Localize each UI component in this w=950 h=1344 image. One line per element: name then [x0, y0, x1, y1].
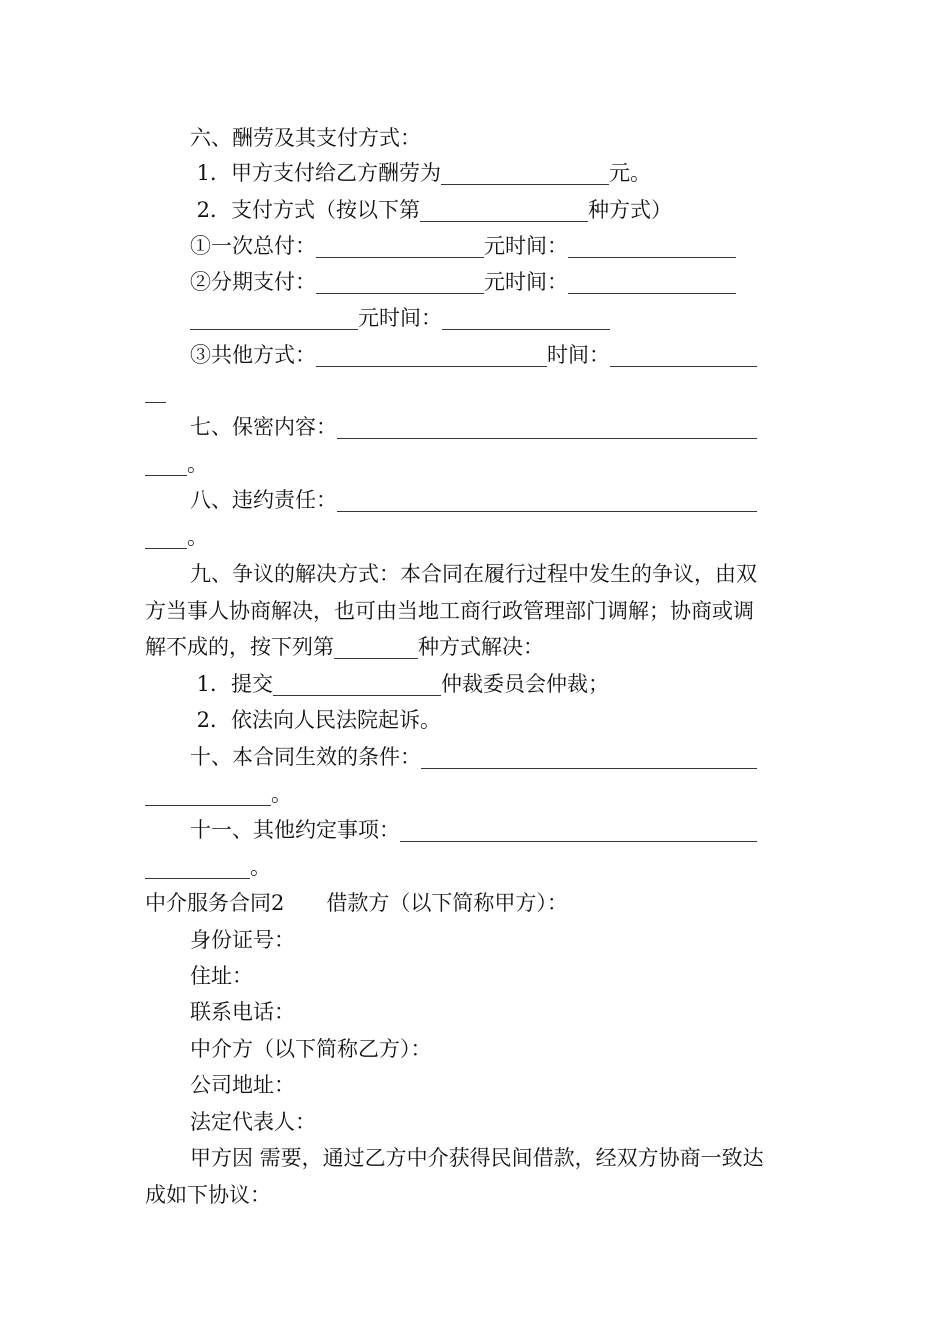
other-method-line: ③共他方式：______________________时间：______________	[190, 343, 757, 367]
lawsuit-line: 2．依法向人民法院起诉。	[190, 708, 442, 732]
installment-line: ②分期支付：________________元时间：________________	[190, 270, 736, 294]
section-9-line-2: 方当事人协商解决，也可由当地工商行政管理部门调解；协商或调	[145, 599, 754, 623]
address-label: 住址：	[190, 964, 253, 988]
contract-2-title-line: 中介服务合同2 借款方（以下简称甲方）：	[145, 891, 568, 915]
arbitration-line: 1．提交________________仲裁委员会仲裁；	[190, 672, 610, 696]
agreement-intro-line-1: 甲方因 需要，通过乙方中介获得民间借款，经双方协商一致达	[190, 1146, 764, 1170]
section-7-line: 七、保密内容：________________________________________	[190, 415, 757, 439]
section-9-line-3: 解不成的，按下列第________种方式解决：	[145, 635, 544, 659]
section-8-line-cont: ____。	[145, 525, 208, 549]
agreement-intro-line-2: 成如下协议：	[145, 1183, 271, 1207]
section-10-line-cont: ____________。	[145, 782, 292, 806]
intermediary-label: 中介方（以下简称乙方）：	[190, 1037, 432, 1061]
section-11-line: 十一、其他约定事项：__________________________________	[190, 818, 757, 842]
id-number-label: 身份证号：	[190, 928, 295, 952]
other-method-line-cont: __	[145, 379, 166, 403]
installment-line-2: ________________元时间：________________	[190, 306, 610, 330]
section-6-heading: 六、酬劳及其支付方式：	[190, 126, 421, 150]
payment-method-line: 2．支付方式（按以下第________________种方式）	[190, 198, 673, 222]
section-10-line: 十、本合同生效的条件：________________________________	[190, 745, 757, 769]
section-7-line-cont: ____。	[145, 452, 208, 476]
phone-label: 联系电话：	[190, 1000, 295, 1024]
lump-sum-line: ①一次总付：________________元时间：________________	[190, 234, 736, 258]
company-address-label: 公司地址：	[190, 1073, 295, 1097]
section-9-line-1: 九、争议的解决方式：本合同在履行过程中发生的争议，由双	[190, 562, 757, 586]
legal-representative-label: 法定代表人：	[190, 1110, 316, 1134]
section-8-line: 八、违约责任：________________________________________	[190, 488, 757, 512]
section-11-line-cont: __________。	[145, 855, 271, 879]
payment-amount-line: 1．甲方支付给乙方酬劳为________________元。	[190, 161, 652, 185]
